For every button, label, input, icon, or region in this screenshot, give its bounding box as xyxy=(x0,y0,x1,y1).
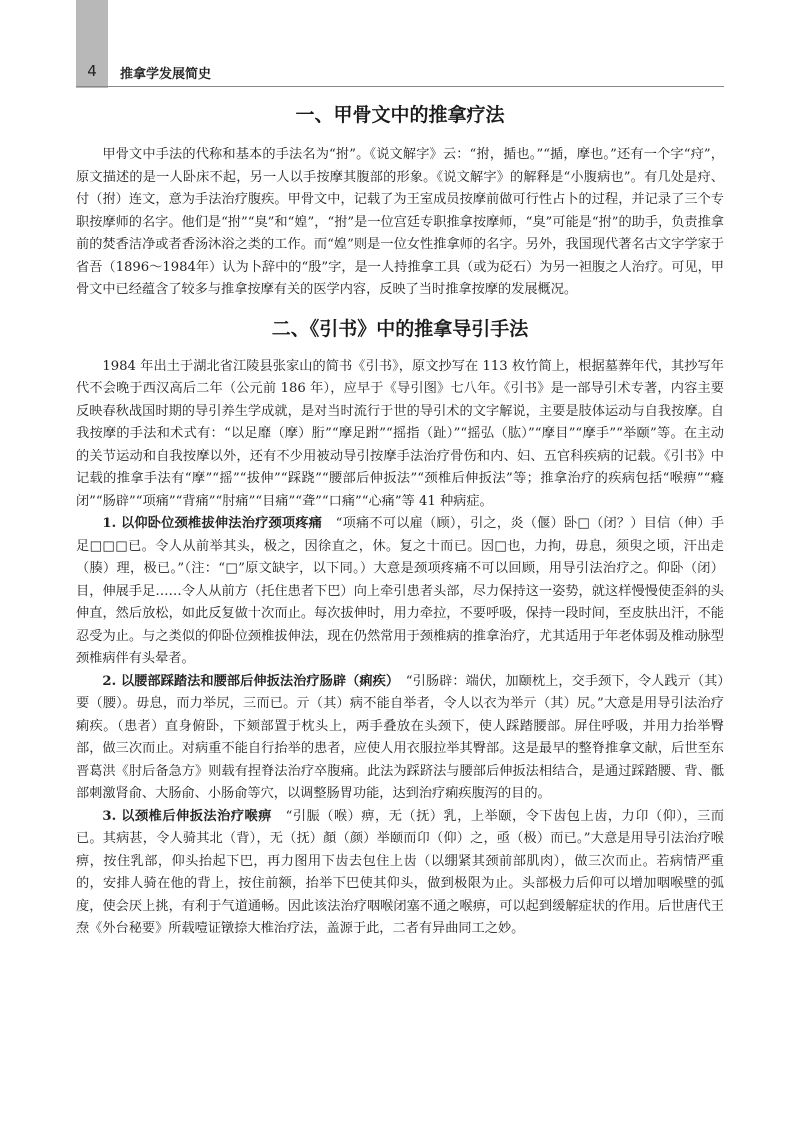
header-divider xyxy=(76,86,724,87)
item-2-title: 2. 以腰部踩踏法和腰部后伸扳法治疗肠辟（痢疾） xyxy=(102,673,393,689)
page-content xyxy=(76,96,724,941)
item-3-title: 3. 以颈椎后伸扳法治疗喉痹 xyxy=(102,808,272,824)
item-2-paragraph xyxy=(76,671,724,806)
item-1-paragraph xyxy=(76,513,724,671)
page-number: 4 xyxy=(87,62,97,80)
section-heading-2: 二、《引书》中的推拿导引手法 xyxy=(271,317,529,340)
running-head: 推拿学发展简史 xyxy=(120,67,212,82)
section-2-intro: 1984 年出土于湖北省江陵县张家山的简书《引书》，原文抄写在 113 枚竹简上，根据墓葬年代，其抄写年代不会晚于西汉高后二年（公元前 186 年），应早于《导引图》七八年。《引书》是一部导引术专著，内容主要反映春秋战国时期的导引养生学成就，是对当时流行于世的导引术的文字解说，主要是肢体运动与自我按摩。自我按摩的手法和术式有：“以足靡（摩）胻”“摩足跗”“摇指（趾）”“摇弘（肱）”“摩目”“摩手”“举颐”等。在主动的关节运动和自我按摩以外，还有不少用被动导引按摩手法治疗骨伤和内、妇、五官科疾病的记载。《引书》中记载的推拿手法有“摩”“摇”“拔伸”“踩跷”“腰部后伸扳法”“颈椎后伸扳法”等；推拿治疗的疾病包括“喉痹”“癃闭”“肠辟”“项痛”“背痛”“肘痛”“目痛”“聋”“口痛”“心痛”等 41 种病症。 xyxy=(76,358,724,509)
section-heading-1: 一、甲骨文中的推拿疗法 xyxy=(295,104,505,126)
item-2-text: “引肠辟：端伏，加颐枕上，交手颈下，令人践亓（其）要（腰）。毋息，而力举尻，三而已。亓（其）病不能自举者，令人以衣为举亓（其）尻。”大意是用导引法治疗痢疾。（患者）直身俯卧，下颏部置于枕头上，两手叠放在头颈下，使人踩踏腰部。屏住呼吸，并用力抬举臀部，做三次而止。对病重不能自行抬举的患者，应使人用衣服拉举其臀部。这是最早的整脊推拿文献，后世至东晋葛洪《肘后备急方》则载有捏脊法治疗卒腹痛。此法为踩跻法与腰部后伸扳法相结合，是通过踩踏腰、背、骶部刺激肾俞、大肠俞、小肠俞等穴，以调整肠胃功能，达到治疗痢疾腹泻的目的。 xyxy=(76,673,725,801)
item-1-title: 1. 以仰卧位颈椎拔伸法治疗颈项疼痛 xyxy=(102,516,323,531)
item-1-text: “项痛不可以雇（顾），引之，炎（偃）卧□（闭？）目信（伸）手足□□□已。令人从前举其头，极之，因徐直之，休。复之十而已。因□也，力拘，毋息，须臾之顷，汗出走（腠）理，极已。”（注：“□”原文缺字，以下同。）大意是颈项疼痛不可以回顾，用导引法治疗之。仰卧（闭）目，伸展手足……令人从前方（托住患者下巴）向上牵引患者头部，尽力保持这一姿势，就这样慢慢使歪斜的头伸直，然后放松，如此反复做十次而止。每次拔伸时，用力牵拉，不要呼吸，保持一段时间，至皮肤出汗，不能忍受为止。与之类似的仰卧位颈椎拔伸法，现在仍然常用于颈椎病的推拿治疗，尤其适用于年老体弱及椎动脉型颈椎病伴有头晕者。 xyxy=(76,516,725,666)
item-3-text: “引脤（喉）痹，无（抚）乳，上举颐，令下齿包上齿，力卬（仰），三而已。其病甚，令人骑其北（背），无（抚）顏（颜）举颐而卬（仰）之，亟（极）而已。”大意是用导引法治疗喉痹，按住乳部，仰头抬起下巴，再力图用下齿去包住上齿（以绷紧其颈前部肌肉），做三次而止。若病情严重的，安排人骑在他的背上，按住前额，抬举下巴使其仰头，做到极限为止。头部极力后仰可以增加咽喉壁的弧度，使会厌上挑，有利于气道通畅。因此该法治疗咽喉闭塞不通之喉痹，可以起到缓解症状的作用。后世唐代王焘《外台秘要》所载噎证镦捺大椎治疗法，盖源于此，二者有异曲同工之妙。 xyxy=(76,808,725,936)
section-1-paragraph: 甲骨文中手法的代称和基本的手法名为“拊”。《说文解字》云：“拊，揗也。”“揗，摩也。”还有一个字“疛”，原文描述的是一人卧床不起，另一人以手按摩其腹部的形象。《说文解字》的解释是“小腹病也”。有几处是疛、付（拊）连文，意为手法治疗腹疾。甲骨文中，记载了为王室成员按摩前做可行性占卜的过程，并记录了三个专职按摩师的名字。他们是“拊”“臭”和“媓”，“拊”是一位宫廷专职推拿按摩师，“臭”可能是“拊”的助手，负责推拿前的焚香洁净或者香汤沐浴之类的工作。而“媓”则是一位女性推拿师的名字。另外，我国现代著名古文字学家于省吾（1896～1984年）认为卜辞中的“殷”字，是一人持推拿工具（或为砭石）为另一袒腹之人治疗。可见，甲骨文中已经蕴含了较多与推拿按摩有关的医学内容，反映了当时推拿按摩的发展概况。 xyxy=(76,147,724,297)
item-3-paragraph xyxy=(76,806,724,941)
